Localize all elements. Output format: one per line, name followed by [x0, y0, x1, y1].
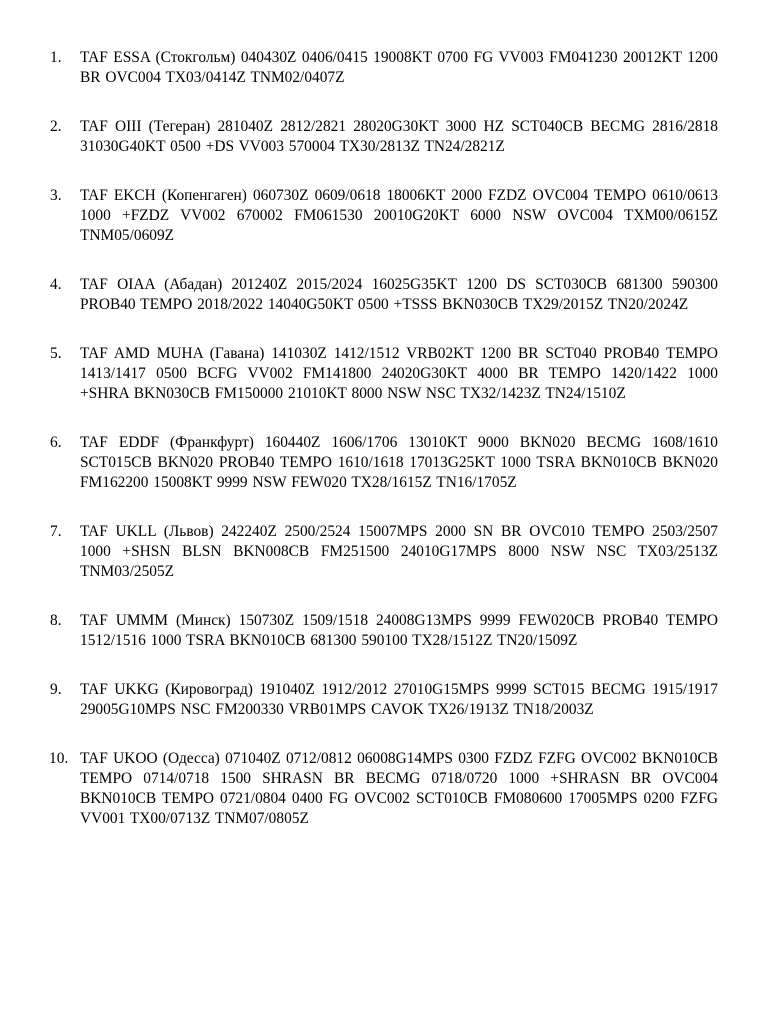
- list-item: [50, 522, 718, 582]
- item-number: 9.: [50, 681, 62, 698]
- item-number: 5.: [50, 345, 62, 362]
- list-item: [50, 186, 718, 246]
- taf-text: TAF UKKG (Кировоград) 191040Z 1912/2012 27010G15MPS 9999 SCT015 BECMG 1915/1917 29005G10MPS NSC FM200330 VRB01MPS CAVOK TX26/1913Z TN18/2003Z: [80, 681, 718, 718]
- taf-text: TAF UMMM (Минск) 150730Z 1509/1518 24008G13MPS 9999 FEW020CB PROB40 TEMPO 1512/1516 1000 TSRA BKN010CB 681300 590100 TX28/1512Z TN20/1509Z: [80, 612, 718, 649]
- taf-text: TAF EKCH (Копенгаген) 060730Z 0609/0618 18006KT 2000 FZDZ OVC004 TEMPO 0610/0613 1000 +FZDZ VV002 670002 FM061530 20010G20KT 6000 NSW OVC004 TXM00/0615Z TNM05/0609Z: [80, 187, 718, 244]
- list-item: [50, 344, 718, 404]
- taf-text: TAF UKLL (Львов) 242240Z 2500/2524 15007MPS 2000 SN BR OVC010 TEMPO 2503/2507 1000 +SHSN BLSN BKN008CB FM251500 24010G17MPS 8000 NSW NSC TX03/2513Z TNM03/2505Z: [80, 523, 718, 580]
- item-number: 8.: [50, 612, 62, 629]
- item-number: 3.: [50, 187, 62, 204]
- taf-text: TAF UKOO (Одесса) 071040Z 0712/0812 06008G14MPS 0300 FZDZ FZFG OVC002 BKN010CB TEMPO 0714/0718 1500 SHRASN BR BECMG 0718/0720 1000 +SHRASN BR OVC004 BKN010CB TEMPO 0721/0804 0400 FG OVC002 SCT010CB FM080600 17005MPS 0200 FZFG VV001 TX00/0713Z TNM07/0805Z: [80, 750, 718, 827]
- list-item: [50, 680, 718, 720]
- item-number: 6.: [50, 434, 62, 451]
- list-item: [50, 433, 718, 493]
- item-number: 4.: [50, 276, 62, 293]
- taf-text: TAF OIAA (Абадан) 201240Z 2015/2024 16025G35KT 1200 DS SCT030CB 681300 590300 PROB40 TEMPO 2018/2022 14040G50KT 0500 +TSSS BKN030CB TX29/2015Z TN20/2024Z: [80, 276, 718, 313]
- taf-text: TAF ESSA (Стокгольм) 040430Z 0406/0415 19008KT 0700 FG VV003 FM041230 20012KT 1200 BR OVC004 TX03/0414Z TNM02/0407Z: [80, 49, 718, 86]
- taf-text: TAF OIII (Тегеран) 281040Z 2812/2821 28020G30KT 3000 HZ SCT040CB BECMG 2816/2818 31030G40KT 0500 +DS VV003 570004 TX30/2813Z TN24/2821Z: [80, 118, 718, 155]
- list-item: [50, 749, 718, 829]
- taf-forecast-list: [50, 48, 718, 829]
- list-item: [50, 275, 718, 315]
- list-item: [50, 117, 718, 157]
- taf-text: TAF EDDF (Франкфурт) 160440Z 1606/1706 13010KT 9000 BKN020 BECMG 1608/1610 SCT015CB BKN020 PROB40 TEMPO 1610/1618 17013G25KT 1000 TSRA BKN010CB BKN020 FM162200 15008KT 9999 NSW FEW020 TX28/1615Z TN16/1705Z: [80, 434, 718, 491]
- item-number: 10.: [49, 750, 69, 767]
- list-item: [50, 48, 718, 88]
- taf-text: TAF AMD MUHA (Гавана) 141030Z 1412/1512 VRB02KT 1200 BR SCT040 PROB40 TEMPO 1413/1417 0500 BCFG VV002 FM141800 24020G30KT 4000 BR TEMPO 1420/1422 1000 +SHRA BKN030CB FM150000 21010KT 8000 NSW NSC TX32/1423Z TN24/1510Z: [80, 345, 718, 402]
- item-number: 2.: [50, 118, 62, 135]
- item-number: 1.: [50, 49, 62, 66]
- list-item: [50, 611, 718, 651]
- item-number: 7.: [50, 523, 62, 540]
